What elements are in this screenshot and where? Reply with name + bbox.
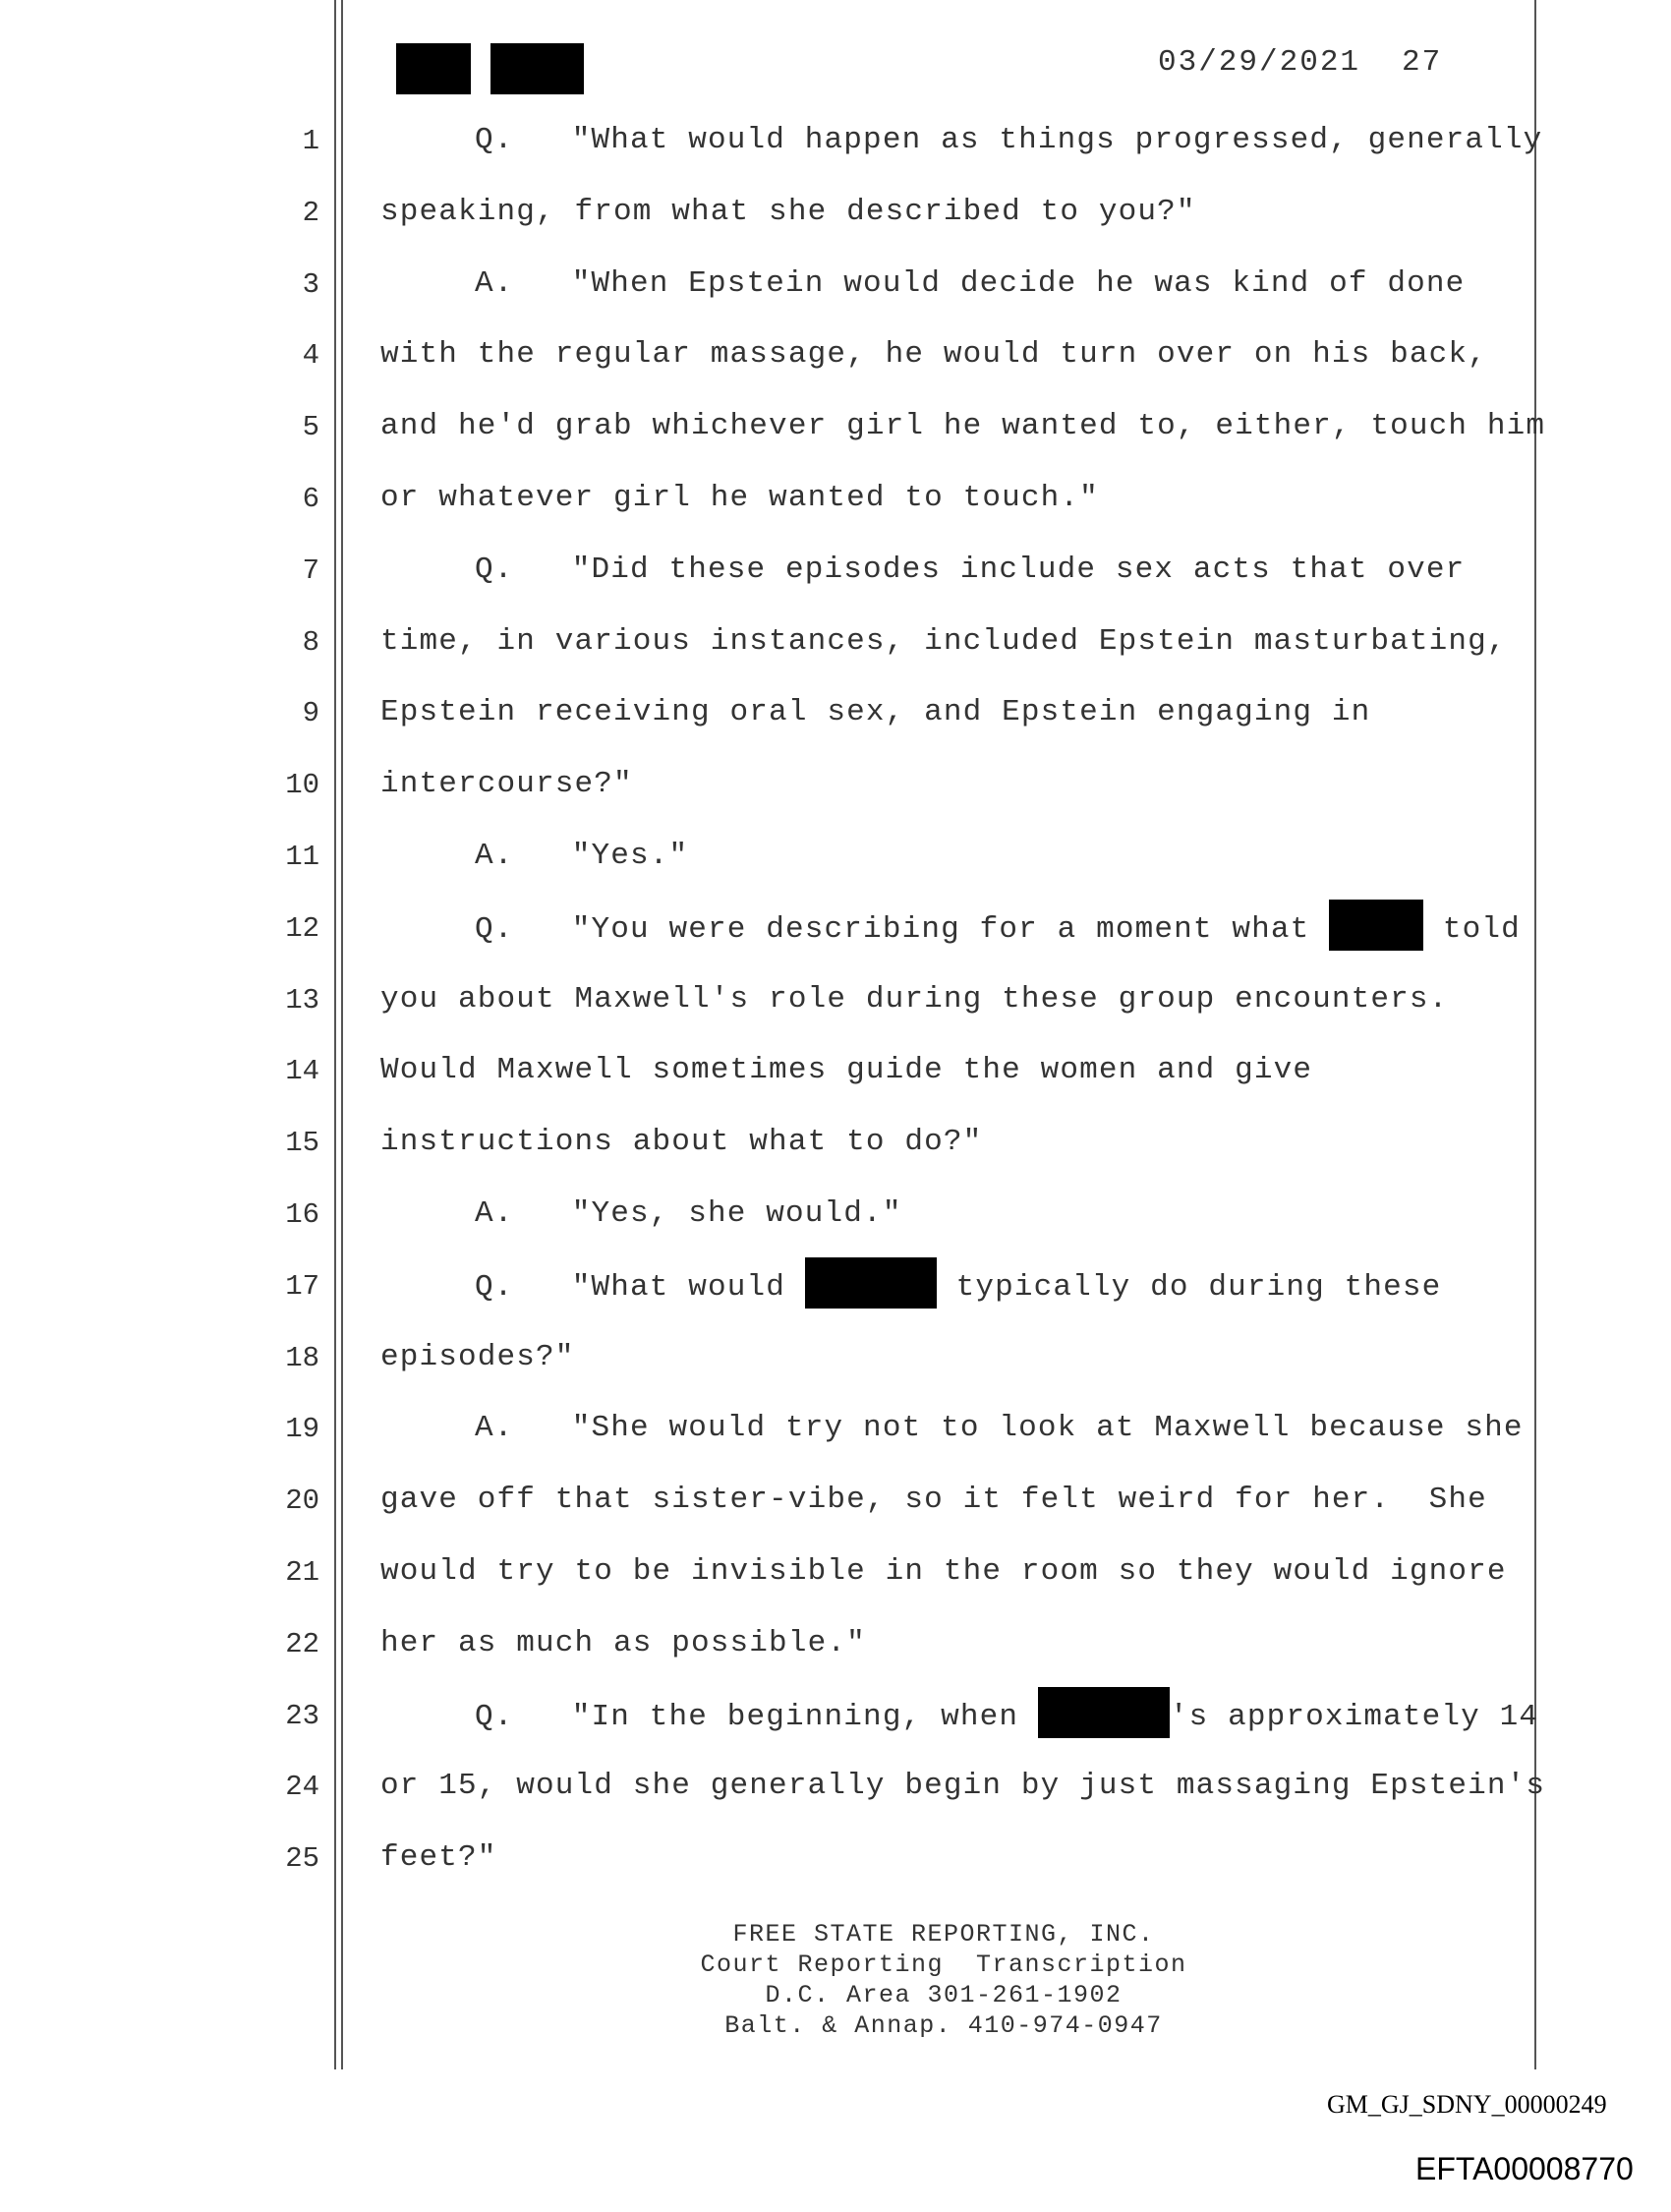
line-number: 17 [285, 1269, 319, 1303]
line-number: 9 [302, 697, 319, 730]
line-number: 13 [285, 983, 319, 1017]
transcript-line [0, 1184, 1671, 1243]
line-number: 4 [302, 339, 319, 373]
reporter-footer [550, 1919, 1337, 2041]
line-text-segment: 's approximately 14 [1169, 1699, 1539, 1734]
line-text [380, 406, 1545, 447]
line-text [380, 979, 1448, 1020]
line-text [380, 1837, 497, 1879]
footer-company: FREE STATE REPORTING, INC. [732, 1920, 1155, 1949]
line-text [380, 478, 1099, 519]
line-text [475, 836, 688, 877]
line-text-segment: A. "When Epstein would decide he was kind of done [475, 265, 1466, 301]
line-number: 24 [285, 1771, 319, 1804]
line-text [380, 692, 1370, 733]
line-text [380, 1337, 575, 1378]
transcript-date: 03/29/2021 [1158, 45, 1361, 80]
line-text [380, 1766, 1545, 1807]
line-number: 8 [302, 625, 319, 659]
line-text-segment: intercourse?" [380, 767, 633, 802]
line-text [475, 550, 1465, 591]
line-number: 21 [285, 1556, 319, 1589]
line-number: 2 [302, 196, 319, 229]
line-number: 20 [285, 1484, 319, 1518]
line-number: 12 [285, 911, 319, 945]
line-text-segment: Q. "What would [475, 1269, 805, 1305]
line-number: 15 [285, 1127, 319, 1160]
line-text [475, 1408, 1524, 1449]
line-text-segment: with the regular massage, he would turn over on his back, [380, 337, 1487, 373]
transcript-line [0, 682, 1671, 741]
transcript-line [0, 1542, 1671, 1601]
line-text-segment: and he'd grab whichever girl he wanted to, either, touch him [380, 409, 1546, 444]
line-text-segment: instructions about what to do?" [380, 1125, 983, 1160]
line-number: 3 [302, 267, 319, 301]
transcript-line [0, 468, 1671, 527]
line-text [380, 1480, 1487, 1521]
line-text-segment: A. "She would try not to look at Maxwell because she [475, 1411, 1524, 1446]
transcript-line [0, 1112, 1671, 1171]
transcript-line [0, 254, 1671, 313]
line-number: 1 [302, 125, 319, 157]
line-number: 7 [302, 553, 319, 587]
transcript-line [0, 1828, 1671, 1887]
line-number: 23 [285, 1699, 319, 1732]
page-number: 27 [1402, 45, 1443, 80]
line-text-segment: episodes?" [380, 1339, 575, 1374]
line-text [380, 621, 1507, 663]
transcript-line [0, 1040, 1671, 1099]
line-text [380, 192, 1196, 233]
line-text [475, 907, 1521, 951]
line-text [380, 1551, 1507, 1593]
transcript-line [0, 182, 1671, 241]
line-text [475, 120, 1542, 161]
line-text-segment: or 15, would she generally begin by just massaging Epstein's [380, 1769, 1546, 1804]
line-number: 16 [285, 1198, 319, 1231]
transcript-line [0, 1470, 1671, 1529]
line-number: 22 [285, 1627, 319, 1660]
line-number: 14 [285, 1055, 319, 1088]
line-text-segment: Would Maxwell sometimes guide the women and give [380, 1053, 1313, 1088]
line-text-segment: would try to be invisible in the room so they would ignore [380, 1554, 1507, 1589]
transcript-line [0, 110, 1671, 169]
footer-dc-phone: D.C. Area 301-261-1902 [765, 1981, 1123, 2009]
line-number: 10 [285, 769, 319, 802]
transcript-line [0, 1398, 1671, 1457]
line-number: 5 [302, 411, 319, 444]
line-text-segment: A. "Yes." [475, 839, 689, 873]
transcript-line [0, 1613, 1671, 1672]
line-text-segment: Q. "You were describing for a moment what [475, 911, 1330, 947]
line-number: 25 [285, 1842, 319, 1876]
transcript-line [0, 1685, 1671, 1744]
transcript-line [0, 754, 1671, 813]
transcript-line [0, 1327, 1671, 1386]
transcript-line [0, 1255, 1671, 1314]
line-text-segment: or whatever girl he wanted to touch." [380, 481, 1099, 515]
line-text-segment: gave off that sister-vibe, so it felt weird for her. She [380, 1483, 1487, 1518]
line-text [475, 1695, 1538, 1738]
transcript-line [0, 969, 1671, 1028]
header-redaction-box [396, 43, 471, 94]
line-text-segment: speaking, from what she described to you?" [380, 194, 1196, 229]
line-number: 11 [285, 841, 319, 873]
name-redaction-box [1038, 1687, 1170, 1738]
name-redaction-box [1329, 900, 1423, 951]
line-text-segment: Epstein receiving oral sex, and Epstein engaging in [380, 695, 1371, 730]
line-text-segment: feet?" [380, 1840, 497, 1876]
header-redaction-box [490, 43, 584, 94]
line-number: 18 [285, 1341, 319, 1374]
footer-balt-phone: Balt. & Annap. 410-974-0947 [724, 2011, 1163, 2040]
line-text-segment: A. "Yes, she would." [475, 1196, 902, 1231]
transcript-line [0, 611, 1671, 670]
line-text-segment: Q. "In the beginning, when [475, 1699, 1038, 1734]
transcript-line [0, 826, 1671, 885]
page-header [0, 41, 1671, 95]
line-number: 6 [302, 483, 319, 515]
line-text-segment: typically do during these [936, 1269, 1442, 1305]
line-text [475, 1193, 902, 1235]
bates-number: GM_GJ_SDNY_00000249 [1327, 2090, 1607, 2119]
line-text-segment: you about Maxwell's role during these group encounters. [380, 981, 1449, 1017]
line-text [380, 334, 1487, 376]
line-number: 19 [285, 1413, 319, 1446]
footer-services: Court Reporting Transcription [700, 1950, 1187, 1979]
line-text-segment: Q. "What would happen as things progressed, generally [475, 123, 1543, 157]
transcript-line [0, 324, 1671, 383]
line-text-segment: her as much as possible." [380, 1625, 866, 1660]
line-text [380, 1122, 982, 1163]
name-redaction-box [805, 1257, 937, 1309]
transcript-line [0, 1756, 1671, 1815]
line-text [475, 1265, 1441, 1309]
line-text-segment: time, in various instances, included Epstein masturbating, [380, 623, 1507, 659]
line-text [475, 263, 1465, 305]
line-text [380, 764, 633, 805]
line-text-segment: told [1423, 911, 1521, 947]
line-text [380, 1623, 866, 1664]
efta-number: EFTA00008770 [1415, 2151, 1634, 2186]
transcript-line [0, 898, 1671, 957]
transcript-line [0, 396, 1671, 455]
line-text-segment: Q. "Did these episodes include sex acts that over [475, 552, 1466, 587]
transcript-line [0, 540, 1671, 599]
line-text [380, 1050, 1312, 1091]
